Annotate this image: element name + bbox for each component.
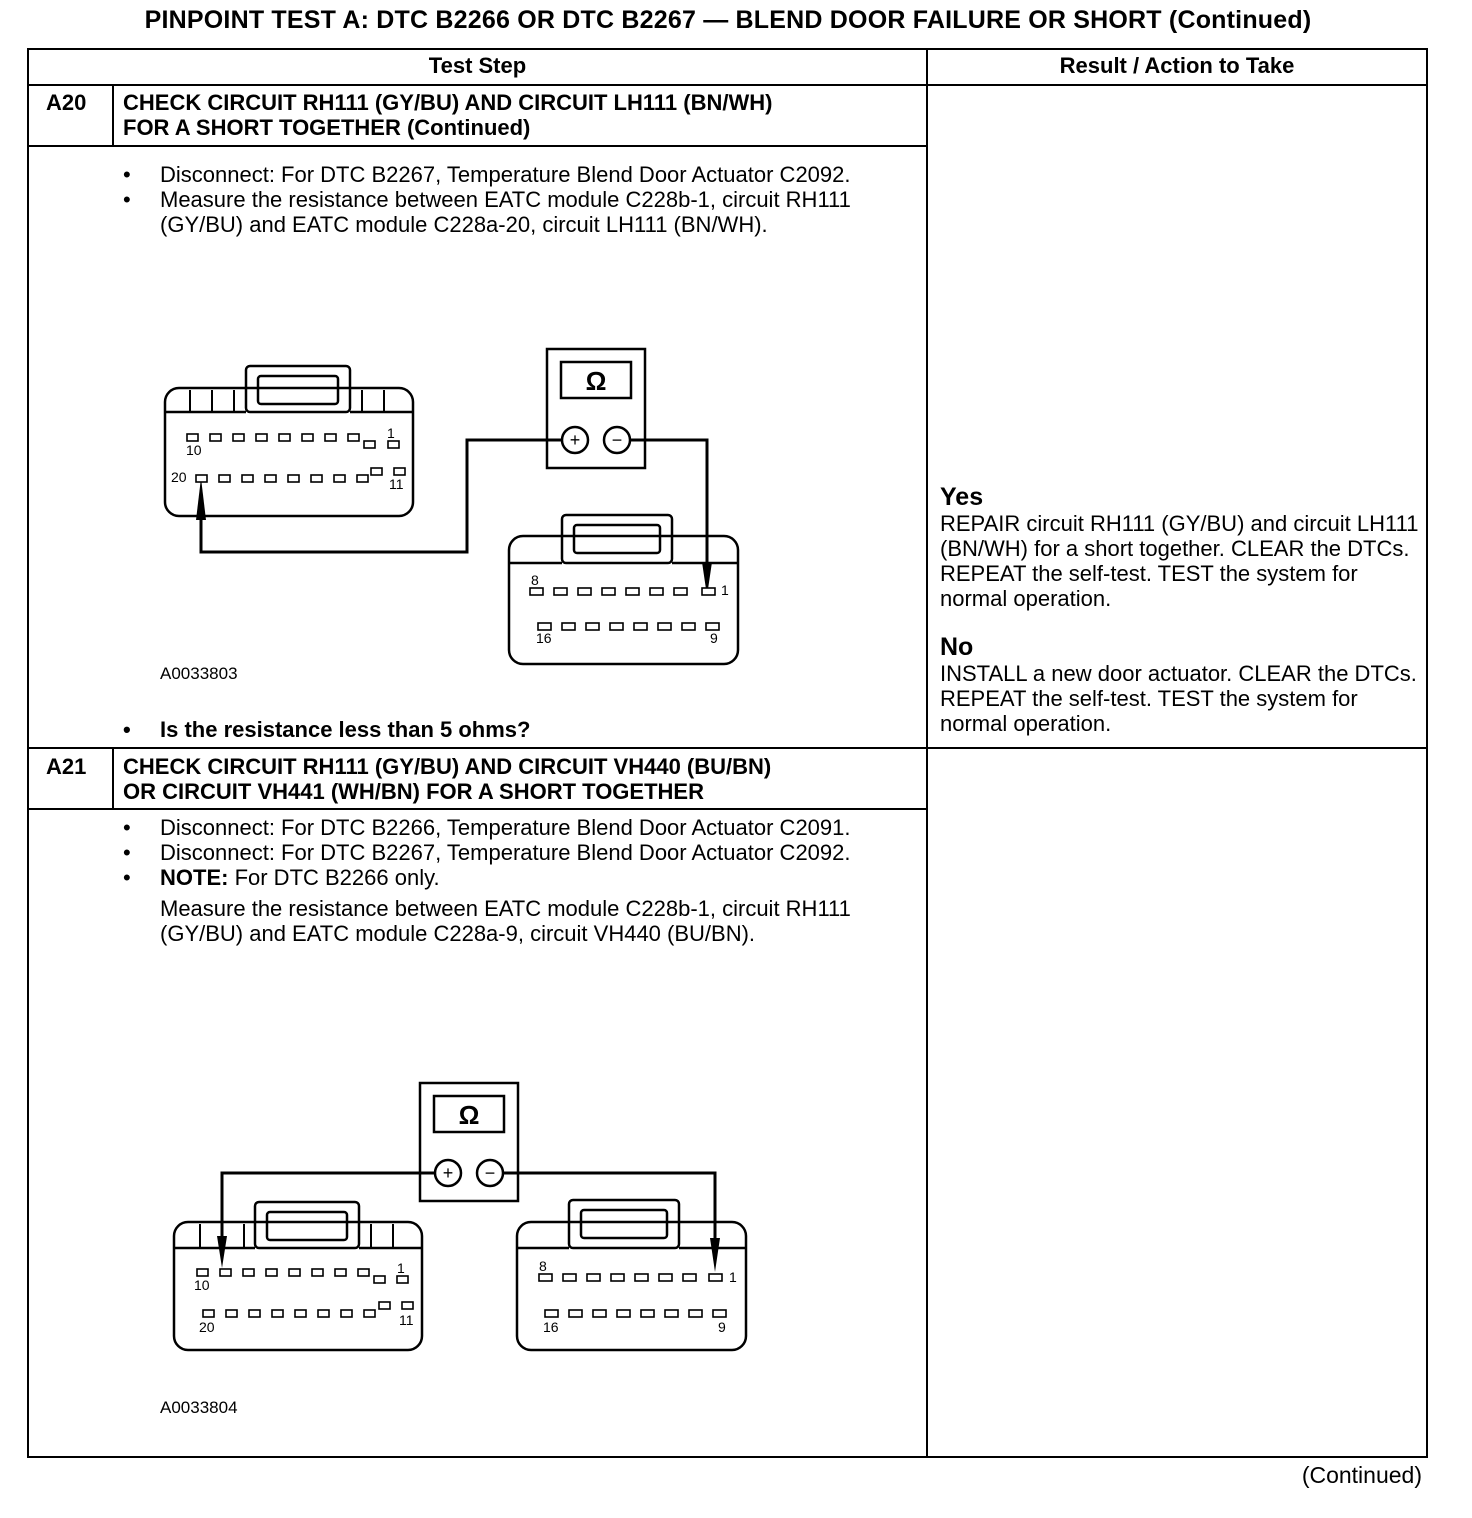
list-item: [123, 865, 893, 890]
pin-label: 1: [397, 1260, 405, 1276]
pin-label: 11: [389, 476, 404, 492]
plus-terminal-label: +: [569, 430, 581, 450]
pin-label: 10: [186, 442, 202, 458]
no-label: No: [940, 633, 974, 661]
list-item: • Measure the resistance between EATC module C228b-1, circuit RH111 (GY/BU) and EATC module C228a-20, circuit LH111 (BN/WH).: [123, 187, 893, 237]
minus-terminal-label: −: [611, 430, 623, 450]
pin-label: 1: [721, 582, 729, 598]
step-title-a20: [123, 90, 772, 140]
step-num-divider-a21: [112, 747, 114, 809]
row-divider-a20-title: [27, 145, 927, 147]
header-result: Result / Action to Take: [1059, 53, 1295, 78]
step-a21-instructions: [123, 815, 893, 946]
figure-id-a21: A0033804: [160, 1398, 238, 1417]
header-test-step: Test Step: [428, 53, 527, 78]
result-a20: [940, 483, 1426, 736]
page-title: PINPOINT TEST A: DTC B2266 OR DTC B2267 — BLEND DOOR FAILURE OR SHORT (Continued): [144, 6, 1312, 34]
step-title-a20-line1: CHECK CIRCUIT RH111 (GY/BU) AND CIRCUIT LH111 (BN/WH): [123, 90, 773, 115]
pin-label: 11: [399, 1312, 414, 1328]
step-number-a21: A21: [46, 754, 87, 779]
step-title-a21: [123, 754, 771, 804]
connector-diagram-a21: [160, 1075, 760, 1365]
pin-label: 1: [387, 425, 395, 441]
question-text: • Is the resistance less than 5 ohms?: [123, 717, 893, 742]
step-title-a21-line1: CHECK CIRCUIT RH111 (GY/BU) AND CIRCUIT VH440 (BU/BN): [123, 754, 772, 779]
column-divider: [926, 48, 928, 1458]
header-divider: [27, 84, 1428, 86]
row-divider-a21-title: [27, 808, 927, 810]
list-item: Measure the resistance between EATC module C228b-1, circuit RH111 (GY/BU) and EATC module C228a-9, circuit VH440 (BU/BN).: [160, 896, 851, 946]
pin-label: 8: [531, 572, 539, 588]
connector-diagram-a20: [150, 340, 770, 680]
pin-label: 20: [171, 469, 187, 485]
step-a20-instructions: [123, 162, 893, 237]
figure-id-a20: A0033803: [160, 664, 238, 683]
pin-label: 16: [536, 630, 552, 646]
plus-terminal-label: +: [442, 1163, 454, 1183]
row-divider-a21: [27, 747, 1428, 749]
no-action: INSTALL a new door actuator. CLEAR the DTCs. REPEAT the self-test. TEST the system for normal operation.: [940, 661, 1417, 736]
yes-action: REPAIR circuit RH111 (GY/BU) and circuit LH111 (BN/WH) for a short together. CLEAR the DTCs. REPEAT the self-test. TEST the system for normal operation.: [940, 511, 1419, 611]
pin-label: 20: [199, 1319, 215, 1335]
step-title-a20-line2: FOR A SHORT TOGETHER (Continued): [123, 115, 531, 140]
pin-label: 10: [194, 1277, 210, 1293]
ohm-symbol: Ω: [585, 366, 607, 396]
pin-label: 1: [729, 1269, 737, 1285]
step-a20-question: [123, 717, 893, 742]
pin-label: 9: [718, 1319, 726, 1335]
continued-label: (Continued): [1301, 1462, 1422, 1488]
list-item: • Disconnect: For DTC B2266, Temperature Blend Door Actuator C2091.: [123, 815, 893, 840]
step-title-a21-line2: OR CIRCUIT VH441 (WH/BN) FOR A SHORT TOGETHER: [123, 779, 704, 804]
pin-label: 9: [710, 630, 718, 646]
note-label: NOTE:: [160, 865, 229, 890]
note-text: For DTC B2266 only.: [228, 865, 440, 890]
step-num-divider-a20: [112, 84, 114, 146]
list-item: • Disconnect: For DTC B2267, Temperature Blend Door Actuator C2092.: [123, 840, 893, 865]
pin-label: 16: [543, 1319, 559, 1335]
pin-label: 8: [539, 1258, 547, 1274]
step-number-a20: A20: [46, 90, 87, 115]
yes-label: Yes: [940, 483, 984, 511]
minus-terminal-label: −: [484, 1163, 496, 1183]
list-item: • Disconnect: For DTC B2267, Temperature Blend Door Actuator C2092.: [123, 162, 893, 187]
ohm-symbol: Ω: [458, 1100, 480, 1130]
